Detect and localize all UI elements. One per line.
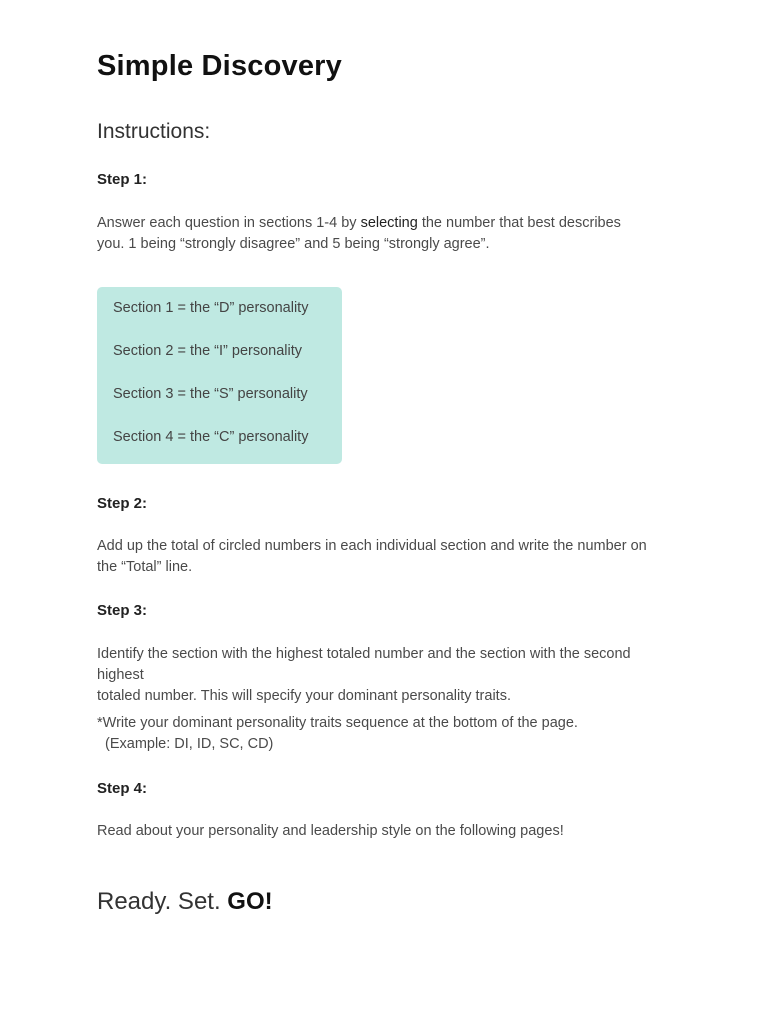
step3-note-example: (Example: DI, ID, SC, CD) <box>105 736 274 752</box>
ready-set-go <box>97 888 273 916</box>
step3-text-line1: Identify the section with the highest totaled number and the section with the second highest <box>97 646 631 683</box>
step3-heading: Step 3: <box>97 602 148 619</box>
step2-text-line1: Add up the total of circled numbers in each individual section and write the number on <box>97 538 647 554</box>
step1-text-line1-post: the number that best describes <box>417 215 621 231</box>
step3-note-line1: *Write your dominant personality traits sequence at the bottom of the page. <box>97 715 578 731</box>
step2-text <box>97 536 677 578</box>
step2-text-line2: the “Total” line. <box>97 559 193 575</box>
ready-set-prefix: Ready. Set. <box>97 888 228 915</box>
step4-heading: Step 4: <box>97 780 148 797</box>
section-3-label: Section 3 = the “S” personality <box>113 386 308 402</box>
instructions-heading: Instructions: <box>97 120 211 143</box>
step4-text: Read about your personality and leadership style on the following pages! <box>97 823 564 839</box>
page-title: Simple Discovery <box>97 50 342 82</box>
section-2-label: Section 2 = the “I” personality <box>113 343 303 359</box>
step1-text-line1-pre: Answer each question in sections 1-4 by <box>97 215 361 231</box>
step3-text-line2: totaled number. This will specify your dominant personality traits. <box>97 688 511 704</box>
section-1-label: Section 1 = the “D” personality <box>113 300 309 316</box>
sections-callout-box <box>97 287 342 464</box>
step3-text <box>97 644 677 707</box>
step1-text <box>97 213 677 255</box>
step2-heading: Step 2: <box>97 495 148 512</box>
step1-text-line2: you. 1 being “strongly disagree” and 5 being “strongly agree”. <box>97 236 490 252</box>
step1-text-emphasis: selecting <box>360 215 418 231</box>
section-4-label: Section 4 = the “C” personality <box>113 429 309 445</box>
go-emphasis: GO! <box>227 888 273 915</box>
step1-heading: Step 1: <box>97 171 148 188</box>
step3-note <box>97 713 677 755</box>
